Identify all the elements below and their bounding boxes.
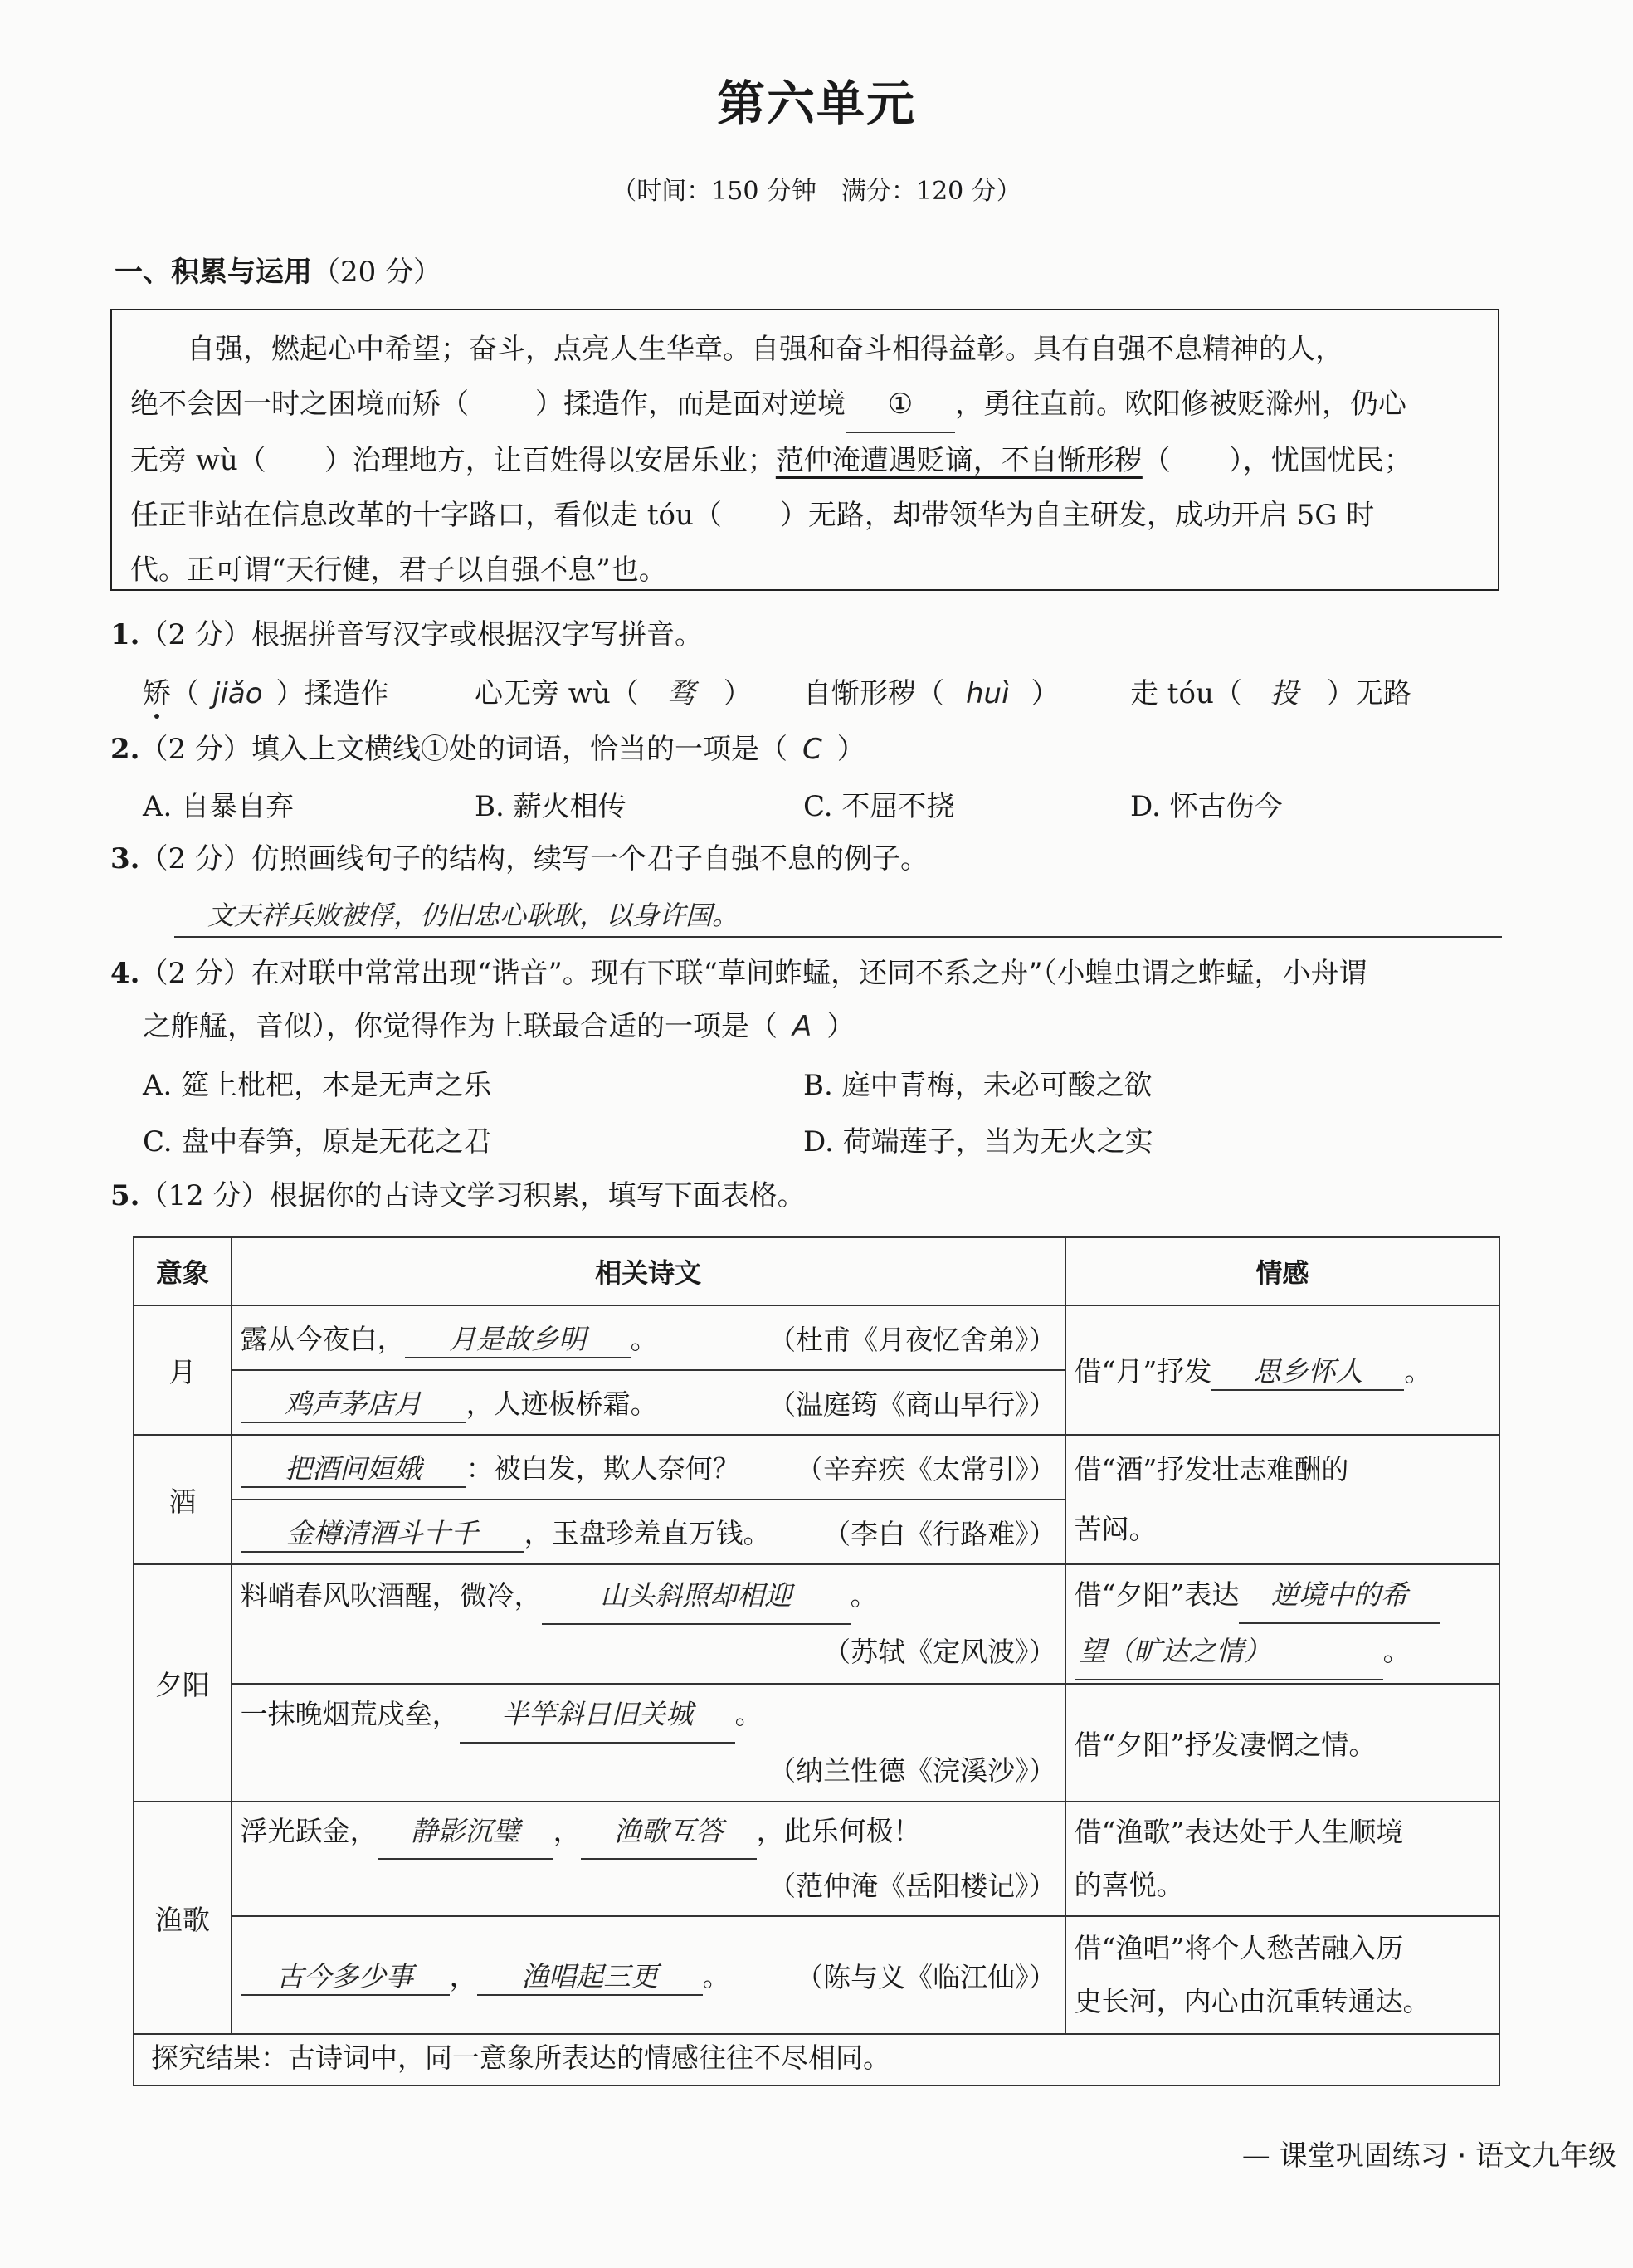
q2-option-c[interactable]: C. 不屈不挠: [803, 790, 955, 823]
poem-cell: [232, 1684, 1065, 1802]
poem-text: ，: [449, 1959, 477, 1992]
emotion-cell: [1065, 1305, 1499, 1435]
poem-source: （辛弃疾《太常引》）: [796, 1452, 1056, 1485]
header-emotion: 情感: [1065, 1237, 1499, 1305]
q2-option-b[interactable]: B. 薪火相传: [475, 790, 626, 823]
emotion-text: 借“酒”抒发壮志难酬的: [1074, 1453, 1349, 1485]
question-text: （2 分）在对联中常常出现“谐音”。现有下联“草间蚱蜢，还同不系之舟”（小蝗虫谓之蚱蜢，小舟谓: [139, 957, 1367, 990]
poem-text: 料峭春风吹酒醒，微冷，: [240, 1579, 542, 1612]
passage-text: ）无路，却带领华为自主研发，成功开启 5G 时: [779, 499, 1375, 532]
underlined-sentence: 范仲淹遭遇贬谪，不自惭形秽: [775, 444, 1143, 477]
handwritten-answer[interactable]: 渔歌互答: [581, 1805, 757, 1860]
handwritten-answer[interactable]: 静影沉璧: [378, 1805, 553, 1860]
passage-text: ，勇往直前。欧阳修被贬滁州，仍心: [955, 388, 1406, 421]
q4-option-d[interactable]: D. 荷端莲子，当为无火之实: [803, 1125, 1153, 1158]
page-footer: — 课堂巩固练习 · 语文九年级: [1241, 2139, 1616, 2173]
item-word: 自惭形秽: [803, 677, 916, 710]
passage-text: ）揉造作，而是面对逆境: [535, 388, 846, 421]
poem-text: 。: [734, 1698, 763, 1730]
emotion-cell: [1065, 1435, 1499, 1564]
emotion-text: 借“月”抒发: [1074, 1354, 1212, 1388]
handwritten-answer[interactable]: huì: [966, 677, 1010, 710]
item-bracket: （: [916, 677, 944, 710]
question-text: 之舴艋，音似），你觉得作为上联最合适的一项是（: [143, 1010, 778, 1043]
poem-source: （杜甫《月夜忆舍弟》）: [768, 1323, 1056, 1356]
question-text: ）: [836, 733, 865, 766]
passage-text: 无旁 wù（: [130, 444, 266, 477]
handwritten-answer[interactable]: C: [802, 733, 822, 766]
exam-info: （时间：150 分钟 满分：120 分）: [612, 177, 1021, 206]
blank-1[interactable]: ①: [846, 377, 955, 433]
imagery-fishing-song: 渔歌: [134, 1802, 232, 2034]
emotion-text: 借“渔唱”将个人愁苦融入历: [1074, 1932, 1404, 1964]
poem-text: ，此乐何极！: [756, 1815, 921, 1847]
q1-item-4: [1130, 671, 1411, 711]
imagery-sunset: 夕阳: [134, 1564, 232, 1802]
question-4-cont: [143, 1006, 855, 1047]
emotion-text: 借“夕阳”表达: [1074, 1578, 1240, 1611]
q1-item-1: [143, 671, 389, 711]
handwritten-answer[interactable]: 金樽清酒斗十千: [241, 1512, 524, 1553]
emotion-cell: [1065, 1564, 1499, 1684]
passage-line-2: [130, 377, 1483, 433]
poem-text: ：被白发，欺人奈何？: [466, 1451, 740, 1485]
question-2: [110, 729, 865, 770]
passage-text: ）治理地方，让百姓得以安居乐业；: [324, 444, 776, 477]
imagery-moon: 月: [134, 1305, 232, 1435]
question-number: 2.: [110, 733, 140, 766]
q3-answer-line[interactable]: [174, 895, 1502, 938]
handwritten-answer[interactable]: 渔唱起三更: [477, 1955, 703, 1996]
question-text: （2 分）填入上文横线①处的词语，恰当的一项是（: [139, 733, 787, 766]
poem-text: 露从今夜白，: [240, 1322, 405, 1355]
question-5: [110, 1175, 806, 1217]
question-number: 1.: [110, 618, 140, 651]
emotion-text: 的喜悦。: [1074, 1869, 1184, 1901]
q4-option-b[interactable]: B. 庭中青梅，未必可酸之欲: [803, 1069, 1153, 1102]
handwritten-answer[interactable]: 骛: [666, 677, 695, 710]
question-4: [110, 953, 1367, 994]
item-word: ）无路: [1326, 677, 1411, 710]
handwritten-answer[interactable]: 逆境中的希: [1239, 1568, 1440, 1624]
item-word: 心无旁 wù（: [475, 677, 639, 710]
item-bracket: （: [171, 677, 199, 710]
poem-source: （纳兰性德《浣溪沙》）: [768, 1754, 1056, 1787]
item-word: 矫: [143, 677, 171, 710]
poem-source: （苏轼《定风波》）: [823, 1636, 1056, 1668]
handwritten-answer[interactable]: 鸡声茅店月: [241, 1383, 466, 1423]
reading-passage: [110, 309, 1499, 591]
handwritten-answer: 文天祥兵败被俘，仍旧忠心耿耿，以身许国。: [207, 900, 739, 931]
poem-text: 。: [702, 1959, 730, 1992]
table-row: [134, 1916, 1499, 2034]
question-text: （2 分）仿照画线句子的结构，续写一个君子自强不息的例子。: [139, 842, 929, 875]
table-header-row: [134, 1237, 1499, 1305]
imagery-wine: 酒: [134, 1435, 232, 1564]
table-row: [134, 1305, 1499, 1370]
emotion-text: 。: [1382, 1635, 1411, 1667]
table-row: [134, 1684, 1499, 1802]
poem-cell: [232, 1305, 1065, 1370]
handwritten-answer[interactable]: 山头斜照却相迎: [542, 1568, 851, 1625]
section-heading: [115, 249, 441, 290]
q1-item-2: [475, 671, 752, 711]
poem-source: （范仲淹《岳阳楼记》）: [768, 1870, 1056, 1902]
poem-text: ，: [553, 1815, 581, 1847]
question-1: [110, 614, 703, 656]
item-word: ）: [1031, 677, 1060, 710]
poem-text: ，人迹板桥霜。: [466, 1387, 658, 1420]
emotion-text: 苦闷。: [1074, 1513, 1157, 1545]
question-text: （12 分）根据你的古诗文学习积累，填写下面表格。: [139, 1179, 806, 1212]
handwritten-answer[interactable]: jiǎo: [212, 677, 263, 710]
poem-text: 。: [630, 1322, 658, 1355]
page-title: 第六单元: [716, 76, 916, 132]
emotion-text: 。: [1404, 1354, 1432, 1388]
question-number: 4.: [110, 957, 140, 990]
section-label: 一、积累与运用: [115, 256, 312, 289]
poem-cell: [232, 1802, 1065, 1916]
emotion-cell: [1065, 1916, 1499, 2034]
handwritten-answer[interactable]: 投: [1270, 677, 1299, 710]
section-points: （20 分）: [312, 256, 442, 289]
poem-cell: [232, 1435, 1065, 1500]
table-row: [134, 1564, 1499, 1684]
passage-text: 任正非站在信息改革的十字路口，看似走 tóu（: [130, 499, 722, 532]
emotion-text: 史长河，内心由沉重转通达。: [1074, 1985, 1431, 2017]
emotion-cell: [1065, 1802, 1499, 1916]
table-row: [134, 1435, 1499, 1500]
emotion-text: 借“渔歌”表达处于人生顺境: [1074, 1816, 1404, 1848]
poem-text: 一抹晚烟荒戍垒，: [240, 1698, 460, 1730]
passage-line-1: 自强，燃起心中希望；奋斗，点亮人生华章。自强和奋斗相得益彰。具有自强不息精神的人，: [187, 333, 1343, 366]
handwritten-answer[interactable]: 月是故乡明: [405, 1318, 631, 1358]
q4-option-c[interactable]: C. 盘中春笋，原是无花之君: [143, 1125, 492, 1158]
research-result: 探究结果：古诗词中，同一意象所表达的情感往往不尽相同。: [133, 2033, 1500, 2086]
handwritten-answer[interactable]: 半竿斜日旧关城: [460, 1687, 735, 1744]
question-3: [110, 838, 929, 880]
poem-cell: [232, 1370, 1065, 1435]
question-number: 3.: [110, 842, 140, 875]
item-word: 走 tóu（: [1130, 677, 1242, 710]
q2-option-a[interactable]: A. 自暴自弃: [143, 790, 295, 823]
item-word: ）: [723, 677, 752, 710]
poem-source: （温庭筠《商山早行》）: [768, 1388, 1056, 1421]
item-word: ）揉造作: [275, 677, 389, 710]
q2-option-d[interactable]: D. 怀古伤今: [1130, 790, 1283, 823]
poem-text: 。: [850, 1579, 878, 1612]
passage-line-4: [130, 488, 1483, 543]
poem-source: （李白《行路难》）: [823, 1517, 1056, 1550]
passage-line-3: [130, 433, 1483, 488]
table-row: [134, 1802, 1499, 1916]
q4-option-a[interactable]: A. 筵上枇杷，本是无声之乐: [143, 1069, 492, 1102]
poem-cell: [232, 1564, 1065, 1684]
handwritten-answer[interactable]: 思乡怀人: [1211, 1350, 1404, 1391]
poem-source: （陈与义《临江仙》）: [796, 1960, 1056, 1993]
handwritten-answer[interactable]: 望（旷达之情）: [1075, 1624, 1383, 1680]
question-text: ）: [826, 1010, 855, 1043]
passage-line-5: 代。正可谓“天行健，君子以自强不息”也。: [130, 554, 667, 587]
handwritten-answer[interactable]: 古今多少事: [241, 1955, 450, 1996]
handwritten-answer[interactable]: A: [792, 1010, 812, 1043]
header-imagery: 意象: [134, 1237, 232, 1305]
emotion-cell: 借“夕阳”抒发凄惘之情。: [1065, 1684, 1499, 1802]
header-poem: 相关诗文: [232, 1237, 1065, 1305]
poem-text: 浮光跃金，: [240, 1815, 378, 1847]
poem-text: ，玉盘珍羞直万钱。: [524, 1516, 771, 1549]
poem-cell: [232, 1500, 1065, 1564]
passage-text: 绝不会因一时之困境而矫（: [130, 388, 469, 421]
q1-item-3: [803, 671, 1060, 711]
handwritten-answer[interactable]: 把酒问姮娥: [241, 1447, 466, 1488]
question-text: （2 分）根据拼音写汉字或根据汉字写拼音。: [139, 618, 703, 651]
passage-text: ），忧国忧民；: [1228, 444, 1412, 477]
imagery-table: [133, 1236, 1500, 2035]
poem-cell: [232, 1916, 1065, 2034]
passage-text: （: [1142, 444, 1171, 477]
question-number: 5.: [110, 1179, 140, 1212]
